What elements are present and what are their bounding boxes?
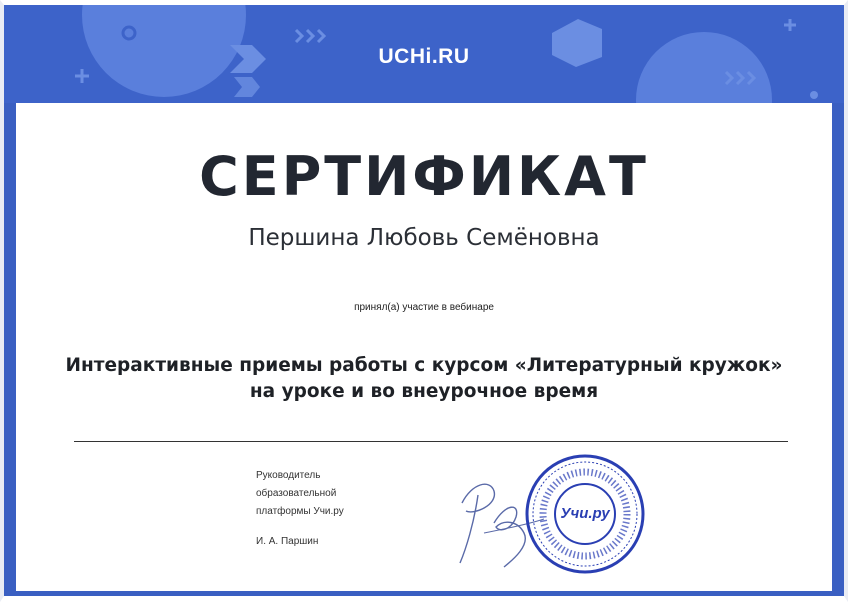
round-stamp-icon (522, 451, 648, 577)
header-banner (4, 5, 844, 103)
signer-role-line: образовательной (256, 488, 337, 499)
recipient-name: Першина Любовь Семёновна (248, 225, 600, 251)
signer-name: И. А. Паршин (256, 536, 319, 547)
plus-sign-left (75, 69, 89, 83)
certificate-body (16, 103, 832, 591)
signer-role-line: платформы Учи.ру (256, 506, 344, 517)
divider-line (74, 441, 788, 442)
uchi-logo: UCHi.RU (378, 45, 470, 68)
certificate-title: СЕРТИФИКАТ (199, 145, 649, 208)
signer-role (256, 467, 386, 521)
decorative-dot (810, 91, 818, 99)
signer-role-line: Руководитель (256, 470, 321, 481)
chevron-small (234, 77, 260, 97)
chevron-arrows-top (296, 30, 324, 42)
plus-sign-right (784, 19, 796, 31)
webinar-title: Интерактивные приемы работы с курсом «Литературный кружок» на уроке и во внеурочное время (65, 355, 783, 402)
participation-text: принял(а) участие в вебинаре (354, 302, 494, 313)
stamp-center-text: Учи.ру (560, 505, 610, 522)
